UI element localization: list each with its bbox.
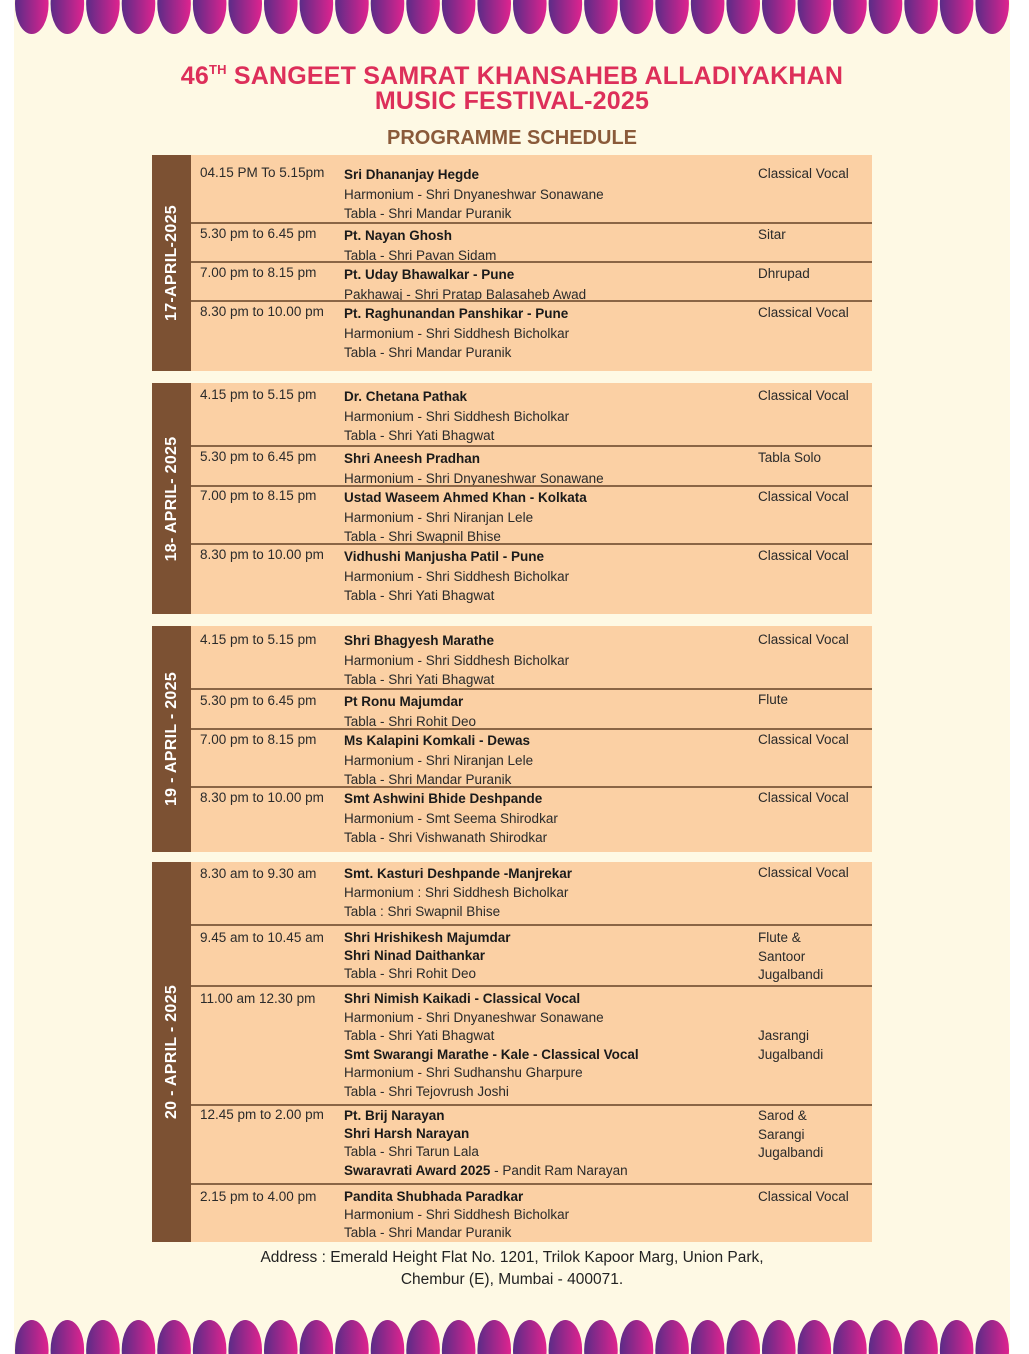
schedule-slot (191, 445, 872, 487)
day-block-20-april (152, 862, 872, 1242)
accompanist: Tabla - Shri Mandar Puranik (344, 345, 512, 360)
accompanist: Harmonium : Shri Siddhesh Bicholkar (344, 885, 569, 900)
accompanist: Harmonium - Shri Siddhesh Bicholkar (344, 652, 570, 668)
accompanist: Harmonium - Shri Dnyaneshwar Sonawane (344, 1009, 604, 1025)
accompanist: Harmonium - Shri Niranjan Lele (344, 509, 534, 525)
schedule-slot (191, 155, 872, 222)
accompanist: Tabla - Shri Yati Bhagwat (344, 428, 495, 443)
accompanist: Harmonium - Shri Siddhesh Bicholkar (344, 568, 570, 584)
accompanist: Tabla - Shri Vishwanath Shirodkar (344, 830, 548, 845)
scallop-shape (726, 0, 760, 34)
scallop-shape (691, 1320, 725, 1354)
performance-category: Classical Vocal (758, 732, 849, 747)
accompanist: Tabla - Shri Yati Bhagwat (344, 1028, 495, 1044)
performer-name: Sri Dhananjay Hegde (344, 167, 480, 182)
scallop-shape (940, 1320, 974, 1354)
slot-time: 5.30 pm to 6.45 pm (200, 449, 317, 464)
schedule-slot (191, 688, 872, 730)
scallop-shape (940, 0, 974, 34)
slot-time: 8.30 pm to 10.00 pm (200, 790, 324, 805)
accompanist: Tabla - Shri Mandar Puranik (344, 1225, 512, 1240)
scallop-shape (264, 0, 298, 34)
scallop-shape (15, 0, 49, 34)
scallop-shape (51, 0, 85, 34)
scallop-shape (86, 1320, 120, 1354)
performer-name: Shri Nimish Kaikadi - Classical Vocal (344, 991, 581, 1006)
scallop-shape (833, 0, 867, 34)
festival-flyer (14, 0, 1010, 1354)
schedule-slot (191, 862, 872, 924)
schedule-slot (191, 543, 872, 616)
scallop-shape (620, 1320, 654, 1354)
scallop-shape (833, 1320, 867, 1354)
decorative-scallop-border-bottom (14, 1314, 1010, 1354)
scallop-shape (549, 1320, 583, 1354)
slot-time: 8.30 am to 9.30 am (200, 866, 317, 881)
performance-category: Classical Vocal (758, 388, 849, 403)
scallop-shape (15, 1320, 49, 1354)
performance-category: Santoor (758, 948, 806, 964)
scallop-shape (193, 1320, 227, 1354)
date-label: 17-APRIL-2025 (162, 205, 180, 321)
scallop-shape (762, 0, 796, 34)
performer-name: Smt Ashwini Bhide Deshpande (344, 791, 543, 806)
accompanist: Pakhawaj - Shri Pratap Balasaheb Awad (344, 286, 587, 302)
date-band (152, 155, 191, 371)
performance-category: Jasrangi (758, 1028, 810, 1043)
scallop-shape (157, 0, 191, 34)
accompanist: Tabla - Shri Yati Bhagwat (344, 672, 495, 687)
scallop-shape (51, 1320, 85, 1354)
performance-category: Sarangi (758, 1126, 805, 1142)
schedule-slot (191, 626, 872, 688)
scallop-shape (975, 0, 1009, 34)
scallop-shape (300, 0, 334, 34)
date-label: 19 - APRIL - 2025 (162, 671, 180, 807)
date-label: 18- APRIL- 2025 (162, 436, 180, 561)
performer-name: Shri Hrishikesh Majumdar (344, 930, 511, 945)
accompanist: Harmonium - Shri Siddhesh Bicholkar (344, 325, 570, 341)
scallop-shape (193, 0, 227, 34)
performance-category: Flute & (758, 930, 801, 945)
performer-name: Smt. Kasturi Deshpande -Manjrekar (344, 866, 573, 881)
programme-schedule-heading: PROGRAMME SCHEDULE (386, 127, 637, 149)
accompanist: Tabla - Shri Pavan Sidam (344, 247, 497, 263)
performance-category: Classical Vocal (758, 305, 849, 320)
schedule-slot (191, 383, 872, 445)
scallop-shape (442, 1320, 476, 1354)
title-suffix: TH (209, 62, 227, 77)
scallop-shape (335, 1320, 369, 1354)
scallop-shape (762, 1320, 796, 1354)
accompanist: Harmonium - Shri Dnyaneshwar Sonawane (344, 186, 604, 202)
slot-time: 12.45 pm to 2.00 pm (200, 1107, 324, 1122)
scallop-shape (584, 0, 618, 34)
scallop-shape (477, 0, 511, 34)
scallop-shape (228, 1320, 262, 1354)
date-band (152, 862, 191, 1242)
scallop-bottom-graphic (14, 1314, 1010, 1354)
performer-name: Dr. Chetana Pathak (344, 389, 468, 404)
performer-name: Vidhushi Manjusha Patil - Pune (344, 549, 545, 564)
performance-category: Classical Vocal (758, 865, 849, 880)
slot-time: 4.15 pm to 5.15 pm (200, 632, 317, 647)
performance-category: Classical Vocal (758, 548, 849, 563)
schedule-slot (191, 924, 872, 987)
slot-time: 5.30 pm to 6.45 pm (200, 693, 317, 708)
address-line1: Address : Emerald Height Flat No. 1201, Trilok Kapoor Marg, Union Park, (260, 1249, 764, 1266)
slot-time: 8.30 pm to 10.00 pm (200, 304, 324, 319)
scallop-shape (122, 1320, 156, 1354)
scallop-shape (157, 1320, 191, 1354)
scallop-shape (513, 1320, 547, 1354)
award-announcement (344, 1162, 628, 1180)
performance-category: Tabla Solo (758, 450, 822, 465)
scallop-shape (264, 1320, 298, 1354)
performer-name: Pt. Nayan Ghosh (344, 228, 453, 243)
accompanist: Harmonium - Smt Seema Shirodkar (344, 810, 558, 826)
accompanist: Harmonium - Shri Niranjan Lele (344, 752, 534, 768)
scallop-shape (335, 0, 369, 34)
slot-time: 11.00 am 12.30 pm (200, 991, 316, 1006)
scallop-shape (513, 0, 547, 34)
scallop-shape (904, 0, 938, 34)
accompanist: Tabla - Shri Rohit Deo (344, 713, 477, 729)
accompanist: Tabla : Shri Swapnil Bhise (344, 904, 501, 919)
award-title: Swaravrati Award 2025 (344, 1163, 491, 1178)
schedule-slot (191, 728, 872, 788)
scallop-top-graphic (14, 0, 1010, 40)
schedule-slot (191, 1183, 872, 1244)
performance-category: Classical Vocal (758, 166, 849, 181)
slot-time: 5.30 pm to 6.45 pm (200, 226, 317, 241)
performer-name: Pt. Uday Bhawalkar - Pune (344, 267, 515, 282)
slot-time: 8.30 pm to 10.00 pm (200, 547, 324, 562)
schedule-slot (191, 985, 872, 1106)
slot-time: 7.00 pm to 8.15 pm (200, 265, 317, 280)
scallop-shape (798, 0, 832, 34)
schedule-slot (191, 485, 872, 545)
accompanist: Tabla - Shri Swapnil Bhise (344, 529, 501, 544)
performance-category: Sarod & (758, 1108, 807, 1123)
accompanist: Tabla - Shri Yati Bhagwat (344, 588, 495, 603)
slot-time: 2.15 pm to 4.00 pm (200, 1189, 317, 1204)
scallop-shape (442, 0, 476, 34)
scallop-shape (726, 1320, 760, 1354)
performer-name: Pandita Shubhada Paradkar (344, 1189, 524, 1204)
performer-name: Shri Bhagyesh Marathe (344, 633, 495, 648)
scallop-shape (584, 1320, 618, 1354)
slot-time: 7.00 pm to 8.15 pm (200, 488, 317, 503)
address-line2: Chembur (E), Mumbai - 400071. (400, 1271, 624, 1288)
scallop-shape (122, 0, 156, 34)
performer-name: Shri Harsh Narayan (344, 1126, 470, 1141)
schedule-slot (191, 786, 872, 854)
festival-title-line1 (14, 55, 1010, 91)
slot-time: 7.00 pm to 8.15 pm (200, 732, 317, 747)
festival-title-line2: MUSIC FESTIVAL-2025 (374, 87, 650, 115)
day-block-17-april (152, 155, 872, 371)
performer-name: Pt. Raghunandan Panshikar - Pune (344, 306, 569, 321)
scallop-shape (620, 0, 654, 34)
performance-category: Jugalbandi (758, 1145, 824, 1160)
scallop-shape (300, 1320, 334, 1354)
accompanist: Tabla - Shri Tarun Lala (344, 1144, 479, 1159)
decorative-scallop-border-top (14, 0, 1010, 40)
scallop-shape (477, 1320, 511, 1354)
scallop-shape (869, 0, 903, 34)
schedule-slot (191, 1104, 872, 1183)
scallop-shape (869, 1320, 903, 1354)
date-label: 20 - APRIL - 2025 (162, 984, 180, 1120)
accompanist: Tabla - Shri Mandar Puranik (344, 206, 512, 221)
performer-name: Ms Kalapini Komkali - Dewas (344, 733, 531, 748)
performance-category: Classical Vocal (758, 790, 849, 805)
scallop-shape (406, 1320, 440, 1354)
scallop-shape (371, 1320, 405, 1354)
scallop-shape (655, 1320, 689, 1354)
performance-category: Dhrupad (758, 266, 810, 281)
performer-name: Ustad Waseem Ahmed Khan - Kolkata (344, 490, 587, 505)
performer-name: Pt. Brij Narayan (344, 1108, 445, 1123)
day-block-19-april (152, 626, 872, 852)
scallop-shape (86, 0, 120, 34)
slot-time: 9.45 am to 10.45 am (200, 930, 324, 945)
performance-category: Sitar (758, 227, 786, 242)
schedule-slot (191, 222, 872, 261)
performance-category: Classical Vocal (758, 632, 849, 647)
scallop-shape (691, 0, 725, 34)
performer-name: Smt Swarangi Marathe - Kale - Classical Vocal (344, 1046, 639, 1062)
performance-category: Jugalbandi (758, 1046, 824, 1062)
performer-name: Pt Ronu Majumdar (344, 694, 464, 709)
performance-category: Flute (758, 692, 789, 707)
award-recipient: - Pandit Ram Narayan (490, 1163, 628, 1178)
accompanist: Tabla - Shri Mandar Puranik (344, 772, 512, 787)
performance-category: Jugalbandi (758, 967, 824, 982)
accompanist: Harmonium - Shri Siddhesh Bicholkar (344, 1207, 570, 1222)
slot-time: 4.15 pm to 5.15 pm (200, 387, 317, 402)
scallop-shape (798, 1320, 832, 1354)
date-band (152, 626, 191, 852)
accompanist: Harmonium - Shri Sudhanshu Gharpure (344, 1065, 583, 1081)
scallop-shape (406, 0, 440, 34)
scallop-shape (549, 0, 583, 34)
performer-name: Shri Ninad Daithankar (344, 948, 486, 963)
scallop-shape (904, 1320, 938, 1354)
day-block-18-april (152, 383, 872, 614)
title-number: 46 (180, 62, 210, 90)
accompanist: Tabla - Shri Rohit Deo (344, 966, 477, 981)
venue-address (14, 1247, 1010, 1291)
accompanist: Harmonium - Shri Siddhesh Bicholkar (344, 408, 570, 424)
scallop-shape (975, 1320, 1009, 1354)
accompanist: Harmonium - Shri Dnyaneshwar Sonawane (344, 470, 604, 486)
slot-time: 04.15 PM To 5.15pm (200, 165, 325, 180)
date-band (152, 383, 191, 614)
accompanist: Tabla - Shri Tejovrush Joshi (344, 1083, 509, 1099)
scallop-shape (228, 0, 262, 34)
title-line1-text: SANGEET SAMRAT KHANSAHEB ALLADIYAKHAN (233, 62, 844, 90)
performance-category: Classical Vocal (758, 489, 849, 504)
performer-name: Shri Aneesh Pradhan (344, 451, 481, 466)
scallop-shape (655, 0, 689, 34)
performance-category: Classical Vocal (758, 1189, 849, 1204)
scallop-shape (371, 0, 405, 34)
schedule-slot (191, 300, 872, 373)
schedule-slot (191, 261, 872, 300)
